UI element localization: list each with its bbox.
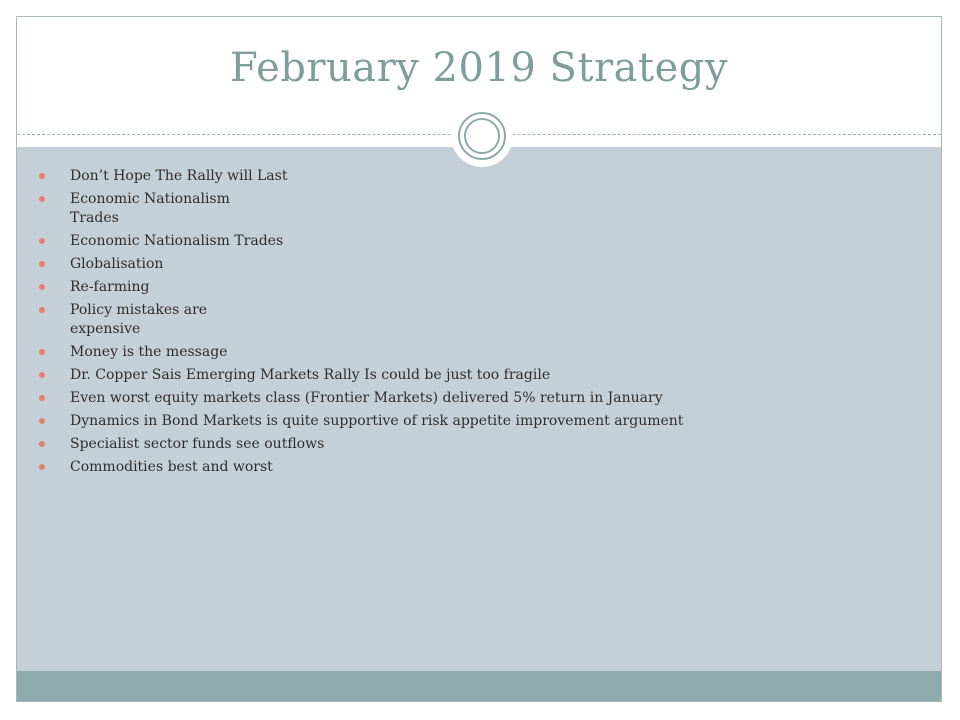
bullet-item (39, 255, 919, 274)
bullet-dot-icon (39, 238, 45, 244)
bullet-text: Globalisation (70, 256, 164, 272)
circle-ornament-icon (451, 105, 513, 167)
ornament-outer-ring (458, 112, 506, 160)
bullet-item (39, 343, 919, 362)
bullet-dot-icon (39, 173, 45, 179)
bullet-dot-icon (39, 441, 45, 447)
slide (16, 16, 942, 702)
bullet-text: Money is the message (70, 344, 228, 360)
bullet-item (39, 278, 919, 297)
bullet-text: Commodities best and worst (70, 459, 273, 475)
bullet-item (39, 412, 919, 431)
bullet-item (39, 232, 919, 251)
slide-title: February 2019 Strategy (230, 45, 728, 91)
bullet-dot-icon (39, 349, 45, 355)
bullet-text: Dynamics in Bond Markets is quite supportive of risk appetite improvement argument (70, 413, 684, 429)
bullet-item (39, 458, 919, 477)
bullet-dot-icon (39, 372, 45, 378)
bullet-dot-icon (39, 261, 45, 267)
footer-band (17, 671, 941, 702)
bullet-item (39, 366, 919, 385)
bullet-item (39, 389, 919, 408)
content-area (17, 147, 941, 671)
bullet-text: Economic Nationalism Trades (70, 233, 284, 249)
bullet-text: Dr. Copper Sais Emerging Markets Rally Is could be just too fragile (70, 367, 551, 383)
bullet-dot-icon (39, 307, 45, 313)
bullet-text: Even worst equity markets class (Frontier Markets) delivered 5% return in January (70, 390, 663, 406)
bullet-dot-icon (39, 284, 45, 290)
bullet-item (39, 301, 919, 339)
bullet-dot-icon (39, 196, 45, 202)
bullet-dot-icon (39, 418, 45, 424)
bullet-dot-icon (39, 464, 45, 470)
bullet-text: Don’t Hope The Rally will Last (70, 168, 288, 184)
bullet-text: Economic Nationalism Trades (70, 191, 230, 226)
bullet-list (39, 167, 919, 481)
bullet-item (39, 190, 919, 228)
bullet-item (39, 167, 919, 186)
bullet-dot-icon (39, 395, 45, 401)
bullet-text: Specialist sector funds see outflows (70, 436, 325, 452)
bullet-text: Policy mistakes are expensive (70, 302, 208, 337)
bullet-item (39, 435, 919, 454)
ornament-inner-ring (464, 118, 500, 154)
bullet-text: Re-farming (70, 279, 150, 295)
